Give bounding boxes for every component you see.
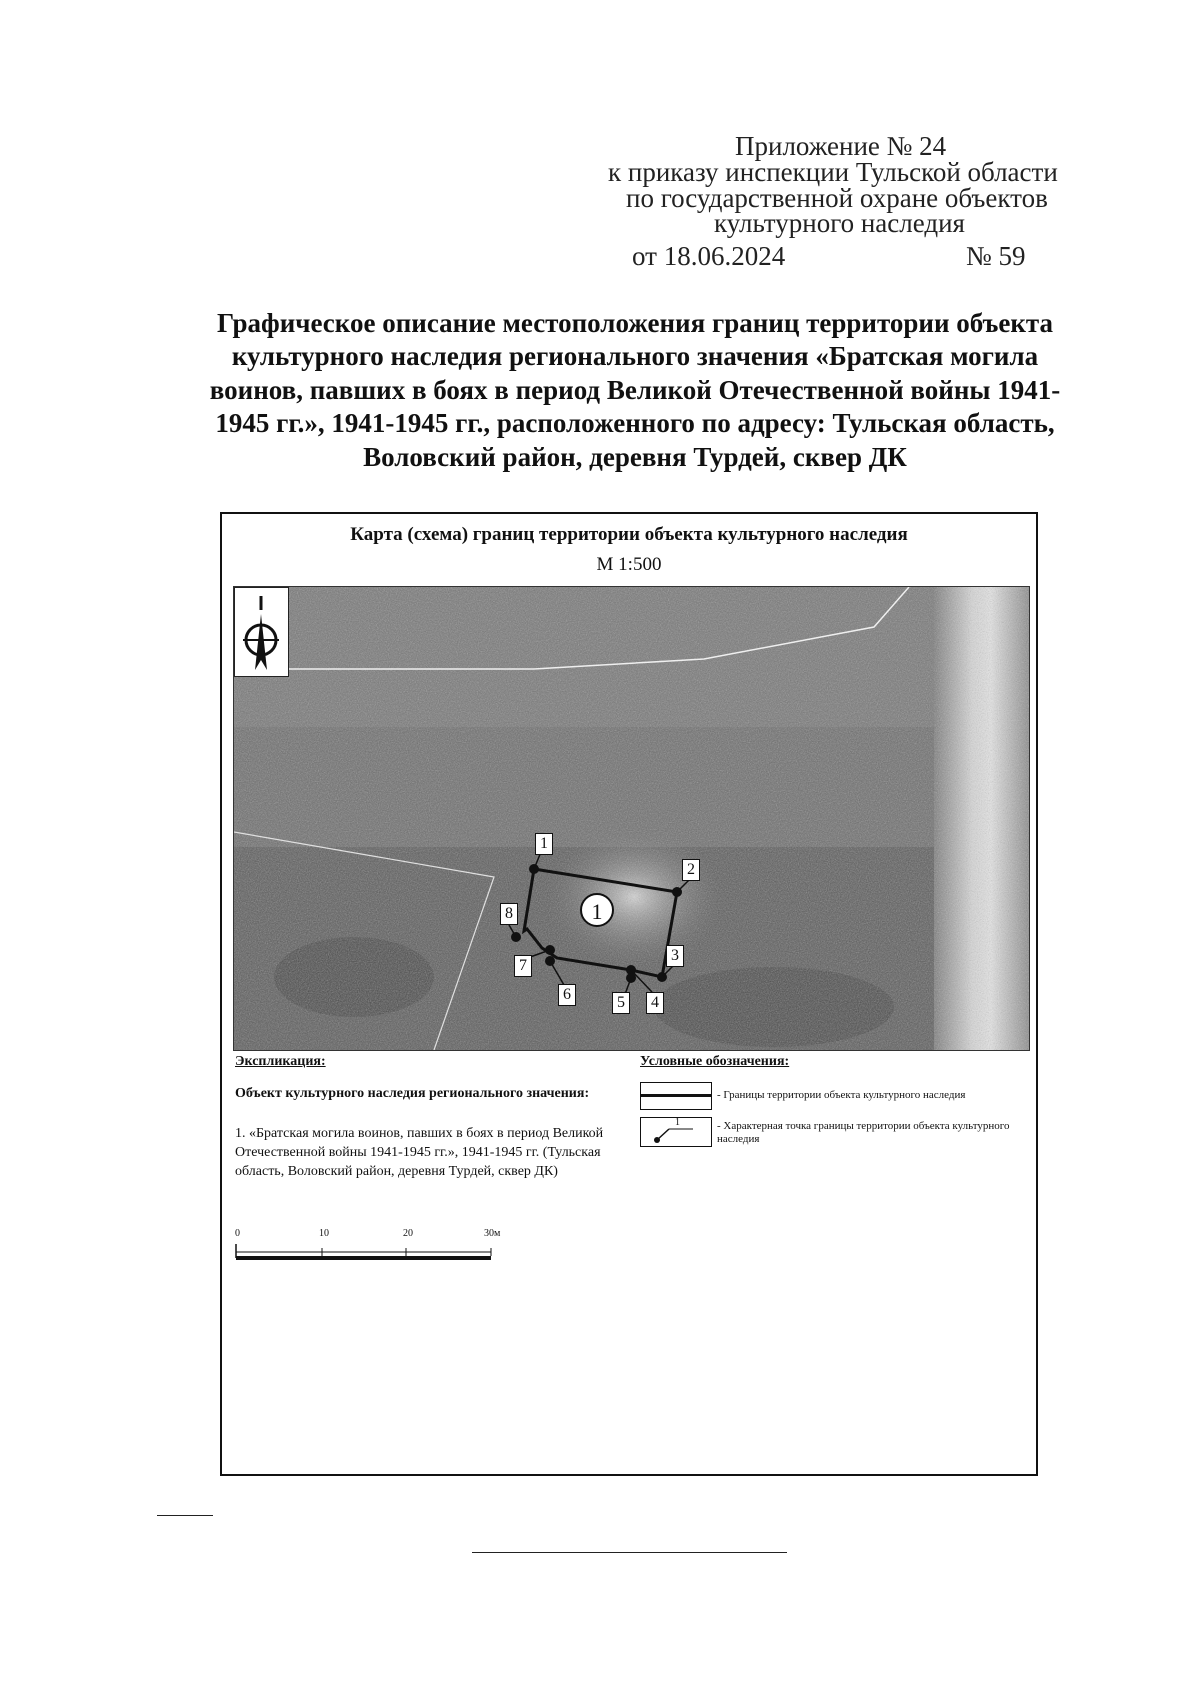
legend-boundary-symbol: [640, 1082, 712, 1110]
point-label-3: 3: [666, 945, 684, 967]
end-rule: [472, 1552, 787, 1553]
legend-boundary-text: - Границы территории объекта культурного наследия: [717, 1089, 966, 1101]
aerial-map-image: [234, 587, 1029, 1050]
scalebar-label-10: 10: [319, 1228, 329, 1239]
map-title: Карта (схема) границ территории объекта культурного наследия: [350, 524, 908, 545]
explication-subheading: Объект культурного наследия регионального значения:: [235, 1086, 590, 1101]
explication-text: 1. «Братская могила воинов, павших в боях в период Великой Отечественной войны 1941-1945 гг.», 1941-1945 гг. (Тульская область, Воловский район, деревня Турдей, сквер ДК): [235, 1126, 604, 1179]
title-line: 1945 гг.», 1941-1945 гг., расположенного по адресу: Тульская область,: [215, 408, 1055, 439]
point-label-2: 2: [682, 859, 700, 881]
order-reference: к приказу инспекции Тульской области: [608, 157, 1058, 187]
order-authority: по государственной охране объектов: [626, 183, 1048, 213]
order-authority-cont: культурного наследия: [714, 208, 965, 238]
scalebar-label-0: 0: [235, 1228, 240, 1239]
point-label-6: 6: [558, 984, 576, 1006]
scalebar-label-30: 30м: [484, 1228, 501, 1239]
title-line: культурного наследия регионального значения «Братская могила: [231, 341, 1039, 372]
title-line: Графическое описание местоположения границ территории объекта: [217, 308, 1053, 338]
document-title: [150, 307, 1120, 474]
scalebar: [235, 1242, 505, 1262]
explication-heading: Экспликация:: [235, 1054, 326, 1069]
legend-point-text: - Характерная точка границы территории объекта культурного наследия: [717, 1120, 1010, 1145]
title-line: воинов, павших в боях в период Великой Отечественной войны 1941-: [209, 374, 1061, 405]
legend-heading: Условные обозначения:: [640, 1054, 790, 1069]
point-label-4: 4: [646, 992, 664, 1014]
point-label-7: 7: [514, 955, 532, 977]
footnote-rule: [157, 1515, 213, 1516]
point-label-1: 1: [535, 833, 553, 855]
north-arrow-icon: [234, 587, 289, 677]
scalebar-label-20: 20: [403, 1228, 413, 1239]
point-label-8: 8: [500, 903, 518, 925]
title-line: Воловский район, деревня Турдей, сквер ДК: [363, 441, 907, 472]
map-frame: [220, 512, 1038, 1476]
aerial-map: [233, 586, 1030, 1051]
order-number: № 59: [966, 241, 1026, 271]
map-scale: М 1:500: [596, 554, 662, 575]
order-date: от 18.06.2024: [632, 241, 786, 271]
point-label-5: 5: [612, 992, 630, 1014]
legend-point-symbol: [640, 1117, 712, 1147]
object-number-marker: 1: [580, 893, 614, 927]
legend-point-label: 1: [675, 1117, 680, 1128]
appendix-number: Приложение № 24: [735, 131, 947, 161]
